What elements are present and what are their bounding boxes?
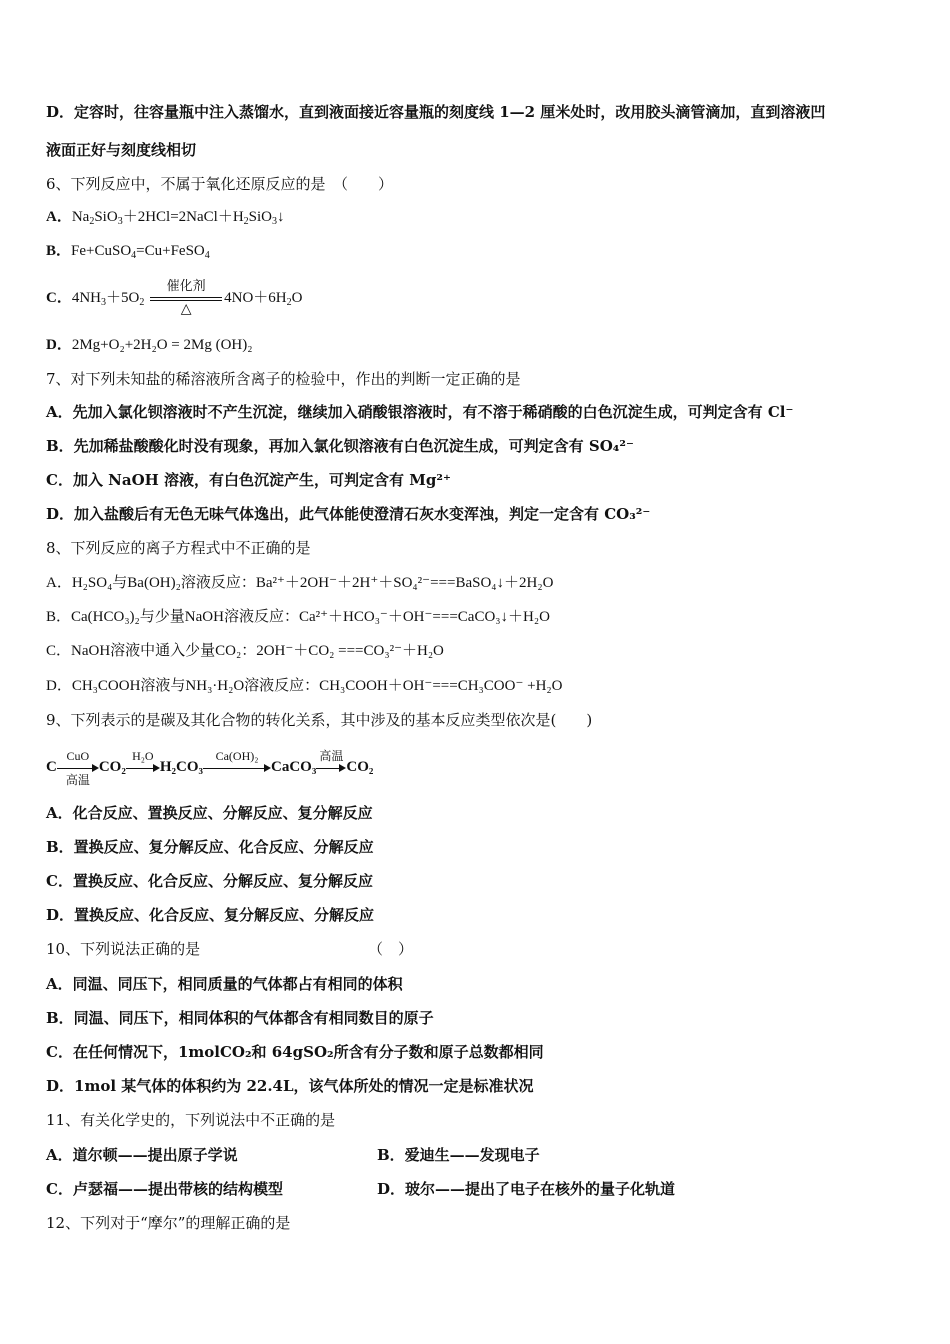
q6-reaction-condition: [150, 277, 222, 317]
q8-option-d: D．CH₃COOH溶液与NH₃·H₂O溶液反应：CH₃COOH＋OH⁻===CH₃COO⁻ +H₂O: [46, 678, 563, 694]
chain-arrow-1: [57, 748, 99, 787]
q6-option-a-label: A．: [46, 209, 72, 225]
chain-arrow-1-top: CuO: [66, 748, 90, 763]
chain-arrow-2-top: H₂O: [132, 748, 154, 763]
q9-conversion-chain: [46, 748, 374, 787]
q10-answer-paren: （ ）: [368, 940, 414, 958]
q12-stem: 12、下列对于“摩尔”的理解正确的是: [46, 1214, 291, 1232]
q5-option-d-line2: 液面正好与刻度线相切: [46, 141, 197, 159]
q10-option-c: C．在任何情况下，1molCO₂和 64gSO₂所含有分子数和原子总数都相同: [46, 1043, 544, 1061]
q11-option-c: C．卢瑟福——提出带核的结构模型: [46, 1180, 283, 1198]
q6-option-d-text: 2Mg+O₂+2H₂O = 2Mg (OH)₂: [71, 337, 253, 353]
q11-stem: 11、有关化学史的，下列说法中不正确的是: [46, 1111, 336, 1129]
chain-co2-first: CO₂: [98, 759, 126, 775]
q6-option-d: [46, 335, 253, 355]
q9-option-b: B．置换反应、复分解反应、化合反应、分解反应: [46, 838, 374, 856]
q6-option-c: C．$4NH_3+5O_2$ 催化剂 △ $4NO+6H_2O$: [46, 288, 302, 309]
chain-arrow-3-top: Ca(OH)₂: [215, 748, 259, 763]
heat-triangle-icon: △: [180, 301, 192, 317]
chain-h2co3: H₂CO₃: [159, 759, 204, 775]
chain-caco3: CaCO₃: [271, 759, 317, 775]
q8-stem: 8、下列反应的离子方程式中不正确的是: [46, 539, 311, 557]
q7-option-c: C．加入 NaOH 溶液，有白色沉淀产生，可判定含有 Mg²⁺: [46, 471, 451, 489]
q6-option-c-label: C．: [46, 290, 72, 306]
chain-arrow-2: [126, 748, 160, 778]
catalyst-label: 催化剂: [166, 277, 206, 293]
chain-co2-last: CO₂: [346, 759, 374, 775]
q10-option-d: D．1mol 某气体的体积约为 22.4L，该气体所处的情况一定是标准状况: [46, 1077, 534, 1095]
q9-option-d: D．置换反应、化合反应、复分解反应、分解反应: [46, 906, 375, 924]
q9-option-c: C．置换反应、化合反应、分解反应、复分解反应: [46, 872, 373, 890]
q10-option-b: B．同温、同压下，相同体积的气体都含有相同数目的原子: [46, 1009, 434, 1027]
q7-option-d: D．加入盐酸后有无色无味气体逸出，此气体能使澄清石灰水变浑浊，判定一定含有 CO₃²⁻: [46, 505, 651, 523]
q6-stem: 6、下列反应中，不属于氧化还原反应的是 （ ）: [46, 175, 394, 193]
chain-c: C: [46, 759, 57, 775]
q10-stem: 10、下列说法正确的是: [46, 940, 201, 958]
q6-option-b: B．Fe+CuSO$_4$=Cu+FeSO$_4$: [46, 243, 210, 261]
q7-option-a: A．先加入氯化钡溶液时不产生沉淀，继续加入硝酸银溶液时，有不溶于稀硝酸的白色沉淀生成，可判定含有 Cl⁻: [46, 403, 794, 421]
q8-option-c: C．NaOH溶液中通入少量CO₂：2OH⁻＋CO₂ ===CO₃²⁻＋H₂O: [46, 643, 444, 659]
chain-arrow-1-bottom: 高温: [65, 772, 90, 787]
chain-arrow-4: [316, 748, 346, 778]
q6-option-a: A．$Na_2SiO_3+2HCl=2NaCl+H_2SiO_3↓$: [46, 209, 285, 227]
chain-arrow-4-top: 高温: [319, 748, 344, 763]
q11-option-d: D．玻尔——提出了电子在核外的量子化轨道: [377, 1180, 676, 1198]
q9-stem: 9、下列表示的是碳及其化合物的转化关系，其中涉及的基本反应类型依次是( ): [46, 711, 593, 729]
chain-arrow-3: [203, 748, 271, 778]
q10-option-a: A．同温、同压下，相同质量的气体都占有相同的体积: [46, 975, 403, 993]
q5-option-d-line1: D．定容时，往容量瓶中注入蒸馏水，直到液面接近容量瓶的刻度线 1—2 厘米处时，改用胶头滴管滴加，直到溶液凹: [46, 103, 826, 121]
q8-option-a: A．H₂SO₄与Ba(OH)₂溶液反应：Ba²⁺＋2OH⁻＋2H⁺＋SO₄²⁻===BaSO₄↓＋2H₂O: [46, 575, 554, 591]
q8-option-b: B．Ca(HCO₃)₂与少量NaOH溶液反应：Ca²⁺＋HCO₃⁻＋OH⁻===CaCO₃↓＋H₂O: [46, 609, 550, 625]
q9-option-a: A．化合反应、置换反应、分解反应、复分解反应: [46, 804, 373, 822]
q6-option-d-label: D．: [46, 337, 72, 353]
q6-option-b-label: B．: [46, 243, 72, 259]
q7-option-b: B．先加稀盐酸酸化时没有现象，再加入氯化钡溶液有白色沉淀生成，可判定含有 SO₄²⁻: [46, 437, 634, 455]
q7-stem: 7、对下列未知盐的稀溶液所含离子的检验中，作出的判断一定正确的是: [46, 370, 521, 388]
q11-option-a: A．道尔顿——提出原子学说: [46, 1146, 238, 1164]
q11-option-b: B．爱迪生——发现电子: [377, 1146, 540, 1164]
